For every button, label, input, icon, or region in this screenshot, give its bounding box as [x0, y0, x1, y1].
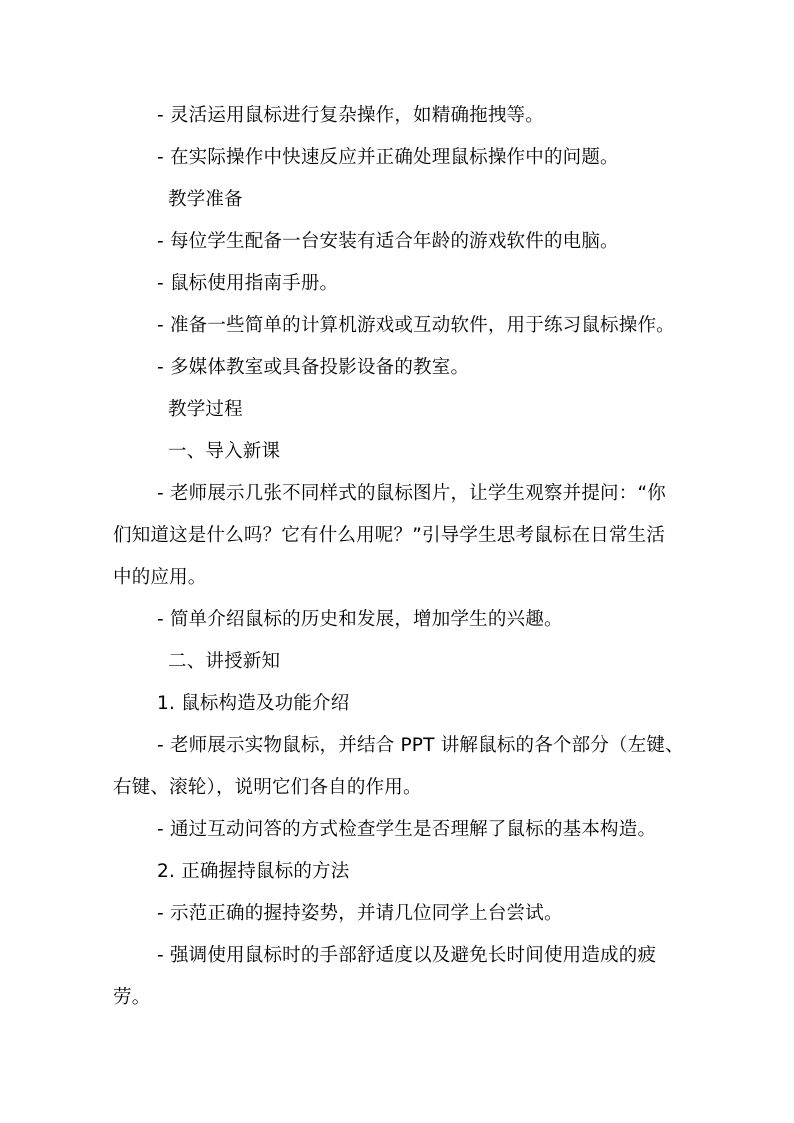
- bullet-line: - 准备一些简单的计算机游戏或互动软件，用于练习鼠标操作。: [157, 315, 675, 336]
- bullet-line: - 鼠标使用指南手册。: [157, 273, 339, 294]
- bullet-line: - 老师展示实物鼠标，并结合 PPT 讲解鼠标的各个部分（左键、: [157, 735, 684, 756]
- paragraph-continuation: 们知道这是什么吗？它有什么用呢？”引导学生思考鼠标在日常生活: [113, 525, 666, 546]
- bullet-line: - 多媒体教室或具备投影设备的教室。: [157, 357, 470, 378]
- paragraph-continuation: 劳。: [113, 987, 151, 1008]
- section-heading: 教学过程: [168, 399, 243, 420]
- bullet-line: - 每位学生配备一台安装有适合年龄的游戏软件的电脑。: [157, 231, 619, 252]
- subsection-heading: 二、讲授新知: [168, 651, 281, 672]
- bullet-line: - 强调使用鼠标时的手部舒适度以及避免长时间使用造成的疲: [157, 945, 657, 966]
- subsection-heading: 一、导入新课: [168, 441, 281, 462]
- bullet-line: - 灵活运用鼠标进行复杂操作，如精确拖拽等。: [157, 105, 544, 126]
- numbered-heading: 1. 鼠标构造及功能介绍: [157, 693, 350, 714]
- paragraph-continuation: 右键、滚轮），说明它们各自的作用。: [113, 777, 422, 798]
- paragraph-continuation: 中的应用。: [113, 567, 207, 588]
- bullet-line: - 示范正确的握持姿势，并请几位同学上台尝试。: [157, 903, 563, 924]
- section-heading: 教学准备: [168, 189, 243, 210]
- numbered-heading: 2. 正确握持鼠标的方法: [157, 861, 350, 882]
- bullet-line: - 简单介绍鼠标的历史和发展，增加学生的兴趣。: [157, 609, 563, 630]
- bullet-line: - 通过互动问答的方式检查学生是否理解了鼠标的基本构造。: [157, 819, 657, 840]
- bullet-line: - 在实际操作中快速反应并正确处理鼠标操作中的问题。: [157, 147, 619, 168]
- bullet-line: - 老师展示几张不同样式的鼠标图片，让学生观察并提问：“你: [157, 483, 666, 504]
